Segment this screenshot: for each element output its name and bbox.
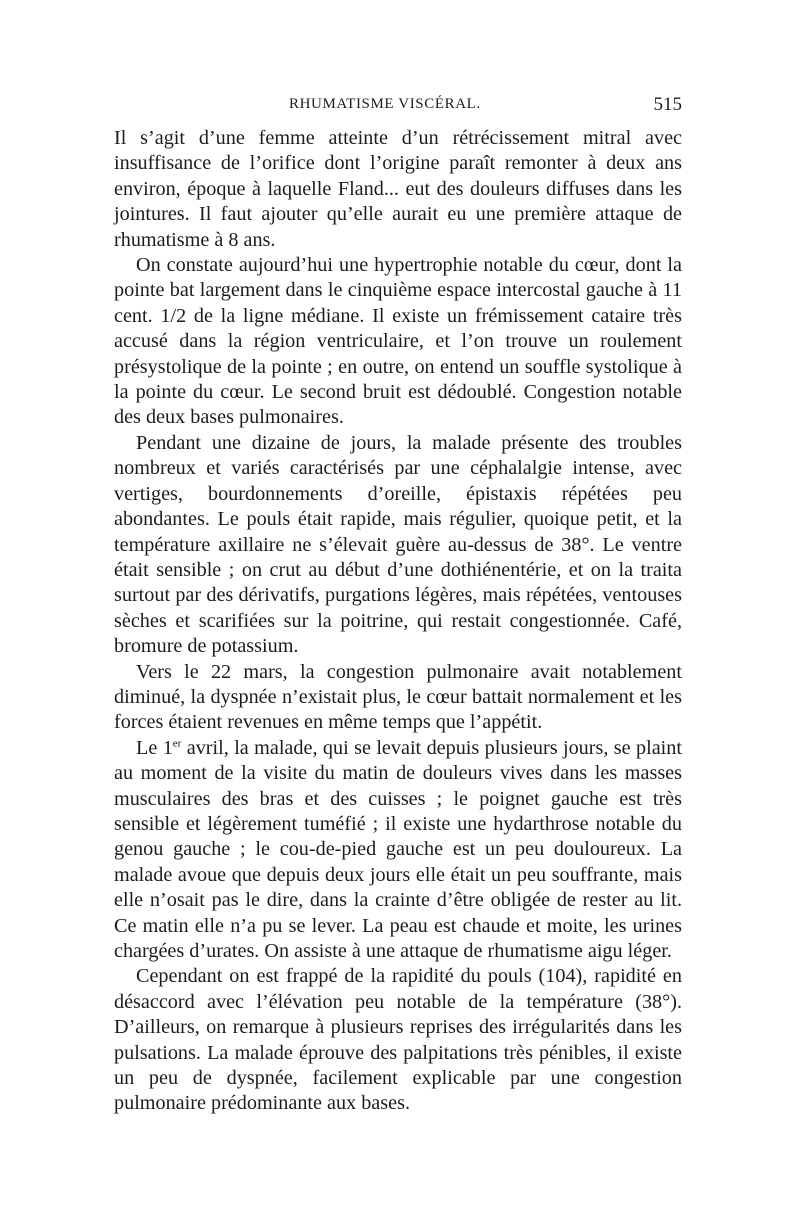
paragraph-2 [114, 253, 682, 431]
paragraph-4 [114, 660, 682, 736]
paragraph-5 [114, 736, 682, 965]
paragraph-prefix: Le 1 [136, 736, 173, 759]
running-title: RHUMATISME VISCÉRAL. [289, 96, 481, 112]
paragraph-3 [114, 431, 682, 660]
page-header [114, 94, 682, 118]
paragraph-text: Cependant on est frappé de la rapidité du pouls (104), rapidité en désaccord avec l’élévation peu notable de la température (38°). D’ailleurs, on remarque à plusieurs reprises des irrégularités dans les pulsations. La malade éprouve des palpitations très pénibles, il existe un peu de dyspnée, facilement explicable par une congestion pulmonaire prédominante aux bases. [114, 965, 682, 1115]
paragraph-text: On constate aujourd’hui une hypertrophie notable du cœur, dont la pointe bat largement dans le cinquième espace intercostal gauche à 11 cent. 1/2 de la ligne médiane. Il existe un frémissement cataire très accusé dans la région ventriculaire, et l’on trouve un roulement présystolique de la pointe ; en outre, on entend un souffle systolique à la pointe du cœur. Le second bruit est dédoublé. Congestion notable des deux bases pulmonaires. [114, 254, 682, 429]
paragraph-text: Il s’agit d’une femme atteinte d’un rétrécissement mitral avec insuffisance de l’orifice dont l’origine paraît remonter à deux ans environ, époque à laquelle Fland... eut des douleurs diffuses dans les jointures. Il faut ajouter qu’elle aurait eu une première attaque de rhumatisme à 8 ans. [114, 127, 682, 251]
paragraph-6 [114, 964, 682, 1116]
paragraph-text: Pendant une dizaine de jours, la malade présente des troubles nombreux et variés caractérisés par une céphalalgie intense, avec vertiges, bourdonnements d’oreille, épistaxis répétées peu abondantes. Le pouls était rapide, mais régulier, quoique petit, et la température axillaire ne s’élevait guère au-dessus de 38°. Le ventre était sensible ; on crut au début d’une dothiénentérie, et on la traita surtout par des dérivatifs, purgations légères, mais répétées, ventouses sèches et scarifiées sur la poitrine, qui restait congestionnée. Café, bromure de potassium. [114, 431, 682, 658]
paragraph-1 [114, 126, 682, 253]
body-text [114, 126, 682, 1117]
ordinal-superscript: er [172, 737, 182, 750]
paragraph-text: avril, la malade, qui se levait depuis plusieurs jours, se plaint au moment de la visite du matin de douleurs vives dans les masses musculaires des bras et des cuisses ; le poignet gauche est très sensible et légèrement tuméfié ; il existe une hydarthrose notable du genou gauche ; le cou-de-pied gauche est un peu douloureux. La malade avoue que depuis deux jours elle était un peu souffrante, mais elle n’osait pas le dire, dans la crainte d’être obligée de rester au lit. Ce matin elle n’a pu se lever. La peau est chaude et moite, les urines chargées d’urates. On assiste à une attaque de rhumatisme aigu léger. [114, 736, 682, 962]
page-number: 515 [653, 94, 682, 115]
paragraph-text: Vers le 22 mars, la congestion pulmonaire avait notablement diminué, la dyspnée n’existait plus, le cœur battait normalement et les forces étaient revenues en même temps que l’appétit. [114, 660, 682, 734]
